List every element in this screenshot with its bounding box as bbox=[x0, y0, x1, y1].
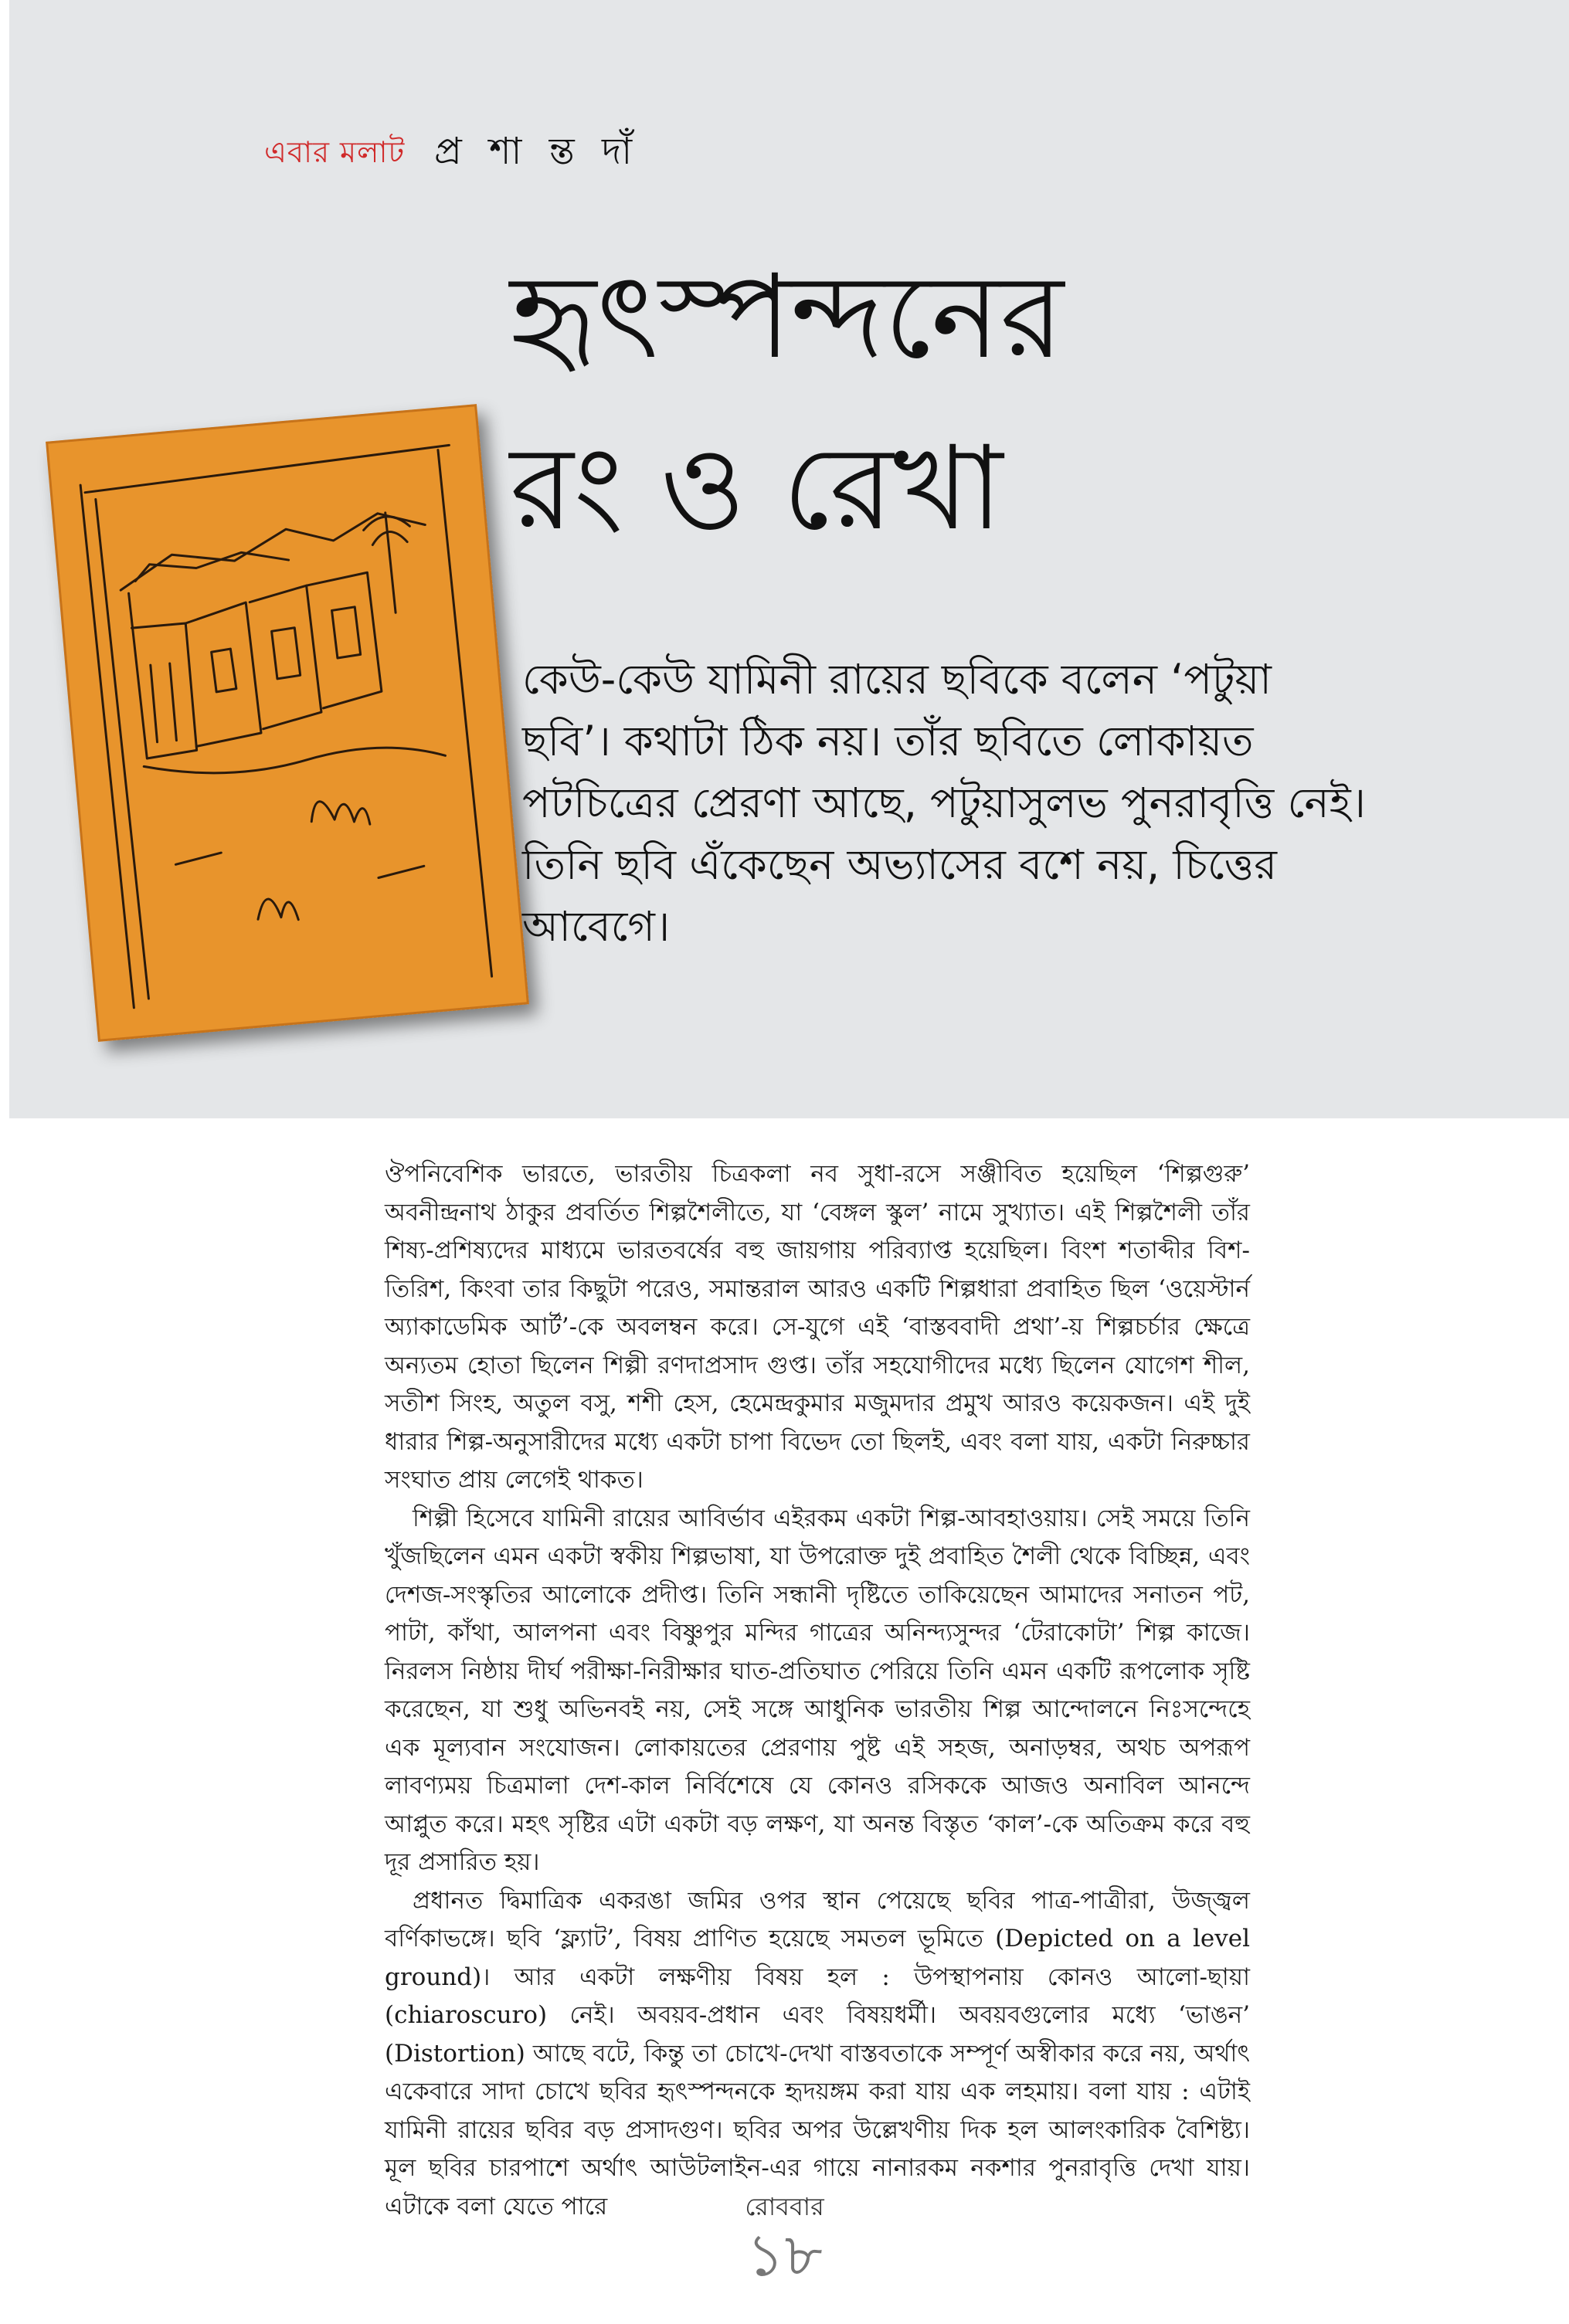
headline bbox=[510, 232, 1375, 575]
sketch-illustration bbox=[46, 404, 529, 1042]
article-body bbox=[385, 1155, 1250, 2226]
body-paragraph-3: প্রধানত দ্বিমাত্রিক একরঙা জমির ওপর স্থান পেয়েছে ছবির পাত্র-পাত্রীরা, উজ্জ্বল বর্ণিকাভঙ্গে। ছবি ‘ফ্ল্যাট’, বিষয় প্রাণিত হয়েছে সমতল ভূমিতে (Depicted on a level ground)। আর একটা লক্ষণীয় বিষয় হল : উপস্থাপনায় কোনও আলো-ছায়া (chiaroscuro) নেই। অবয়ব-প্রধান এবং বিষয়ধর্মী। অবয়বগুলোর মধ্যে ‘ভাঙন’ (Distortion) আছে বটে, কিন্তু তা চোখে-দেখা বাস্তবতাকে সম্পূর্ণ অস্বীকার করে নয়, অর্থাৎ একেবারে সাদা চোখে ছবির হৃৎস্পন্দনকে হৃদয়ঙ্গম করা যায় এক লহমায়। বলা যায় : এটাই যামিনী রায়ের ছবির বড় প্রসাদগুণ। ছবির অপর উল্লেখণীয় দিক হল আলংকারিক বৈশিষ্ট্য। মূল ছবির চারপাশে অর্থাৎ আউটলাইন-এর গায়ে নানারকম নকশার পুনরাবৃত্তি দেখা যায়। এটাকে বলা যেতে পারে bbox=[385, 1886, 1250, 2221]
body-paragraph-2: শিল্পী হিসেবে যামিনী রায়ের আবির্ভাব এইরকম একটা শিল্প-আবহাওয়ায়। সেই সময়ে তিনি খুঁজছিলেন এমন একটা স্বকীয় শিল্পভাষা, যা উপরোক্ত দুই প্রবাহিত শৈলী থেকে বিচ্ছিন্ন, এবং দেশজ-সংস্কৃতির আলোকে প্রদীপ্ত। তিনি সন্ধানী দৃষ্টিতে তাকিয়েছেন আমাদের সনাতন পট, পাটা, কাঁথা, আলপনা এবং বিষ্ণুপুর মন্দির গাত্রের অনিন্দ্যসুন্দর ‘টেরাকোটা’ শিল্প কাজে। নিরলস নিষ্ঠায় দীর্ঘ পরীক্ষা-নিরীক্ষার ঘাত-প্রতিঘাত পেরিয়ে তিনি এমন একটি রূপলোক সৃষ্টি করেছেন, যা শুধু অভিনবই নয়, সেই সঙ্গে আধুনিক ভারতীয় শিল্প আন্দোলনে নিঃসন্দেহে এক মূল্যবান সংযোজন। লোকায়তের প্রেরণায় পুষ্ট এই সহজ, অনাড়ম্বর, অথচ অপরূপ লাবণ্যময় চিত্রমালা দেশ-কাল নির্বিশেষে যে কোনও রসিককে আজও অনাবিল আনন্দে আপ্লুত করে। মহৎ সৃষ্টির এটা একটা বড় লক্ষণ, যা অনন্ত বিস্তৃত ‘কাল’-কে অতিক্রম করে বহু দূর প্রসারিত হয়। bbox=[385, 1504, 1250, 1876]
lead-paragraph: কেউ-কেউ যামিনী রায়ের ছবিকে বলেন ‘পটুয়া ছবি’। কথাটা ঠিক নয়। তাঁর ছবিতে লোকায়ত পটচিত্রের প্রেরণা আছে, পটুয়াসুলভ পুনরাবৃত্তি নেই। তিনি ছবি এঁকেছেন অভ্যাসের বশে নয়, চিত্তের আবেগে। bbox=[522, 655, 1366, 951]
page-number: ১৮ bbox=[746, 2221, 823, 2289]
section-kicker: এবার মলাট bbox=[264, 135, 406, 169]
body-paragraph-1: ঔপনিবেশিক ভারতে, ভারতীয় চিত্রকলা নব সুধা-রসে সঞ্জীবিত হয়েছিল ‘শিল্পগুরু’ অবনীন্দ্রনাথ ঠাকুর প্রবর্তিত শিল্পশৈলীতে, যা ‘বেঙ্গল স্কুল’ নামে সুখ্যাত। এই শিল্পশৈলী তাঁর শিষ্য-প্রশিষ্যদের মাধ্যমে ভারতবর্ষের বহু জায়গায় পরিব্যাপ্ত হয়েছিল। বিংশ শতাব্দীর বিশ-তিরিশ, কিংবা তার কিছুটা পরেও, সমান্তরাল আরও একটি শিল্পধারা প্রবাহিত ছিল ‘ওয়েস্টার্ন অ্যাকাডেমিক আর্ট’-কে অবলম্বন করে। সে-যুগে এই ‘বাস্তববাদী প্রথা’-য় শিল্পচর্চার ক্ষেত্রে অন্যতম হোতা ছিলেন শিল্পী রণদাপ্রসাদ গুপ্ত। তাঁর সহযোগীদের মধ্যে ছিলেন যোগেশ শীল, সতীশ সিংহ, অতুল বসু, শশী হেস, হেমেন্দ্রকুমার মজুমদার প্রমুখ আরও কয়েকজন। এই দুই ধারার শিল্প-অনুসারীদের মধ্যে একটা চাপা বিভেদ তো ছিলই, এবং বলা যায়, একটা নিরুচ্চার সংঘাত প্রায় লেগেই থাকত। bbox=[385, 1160, 1250, 1494]
sketch-drawing bbox=[46, 404, 529, 1042]
headline-line-1: হৃৎস্পন্দনের bbox=[510, 250, 1065, 385]
author-name: প্র শা ন্ত দাঁ bbox=[434, 130, 640, 173]
headline-line-2: রং ও রেখা bbox=[510, 422, 1004, 556]
folio-label: রোববার bbox=[745, 2192, 824, 2221]
